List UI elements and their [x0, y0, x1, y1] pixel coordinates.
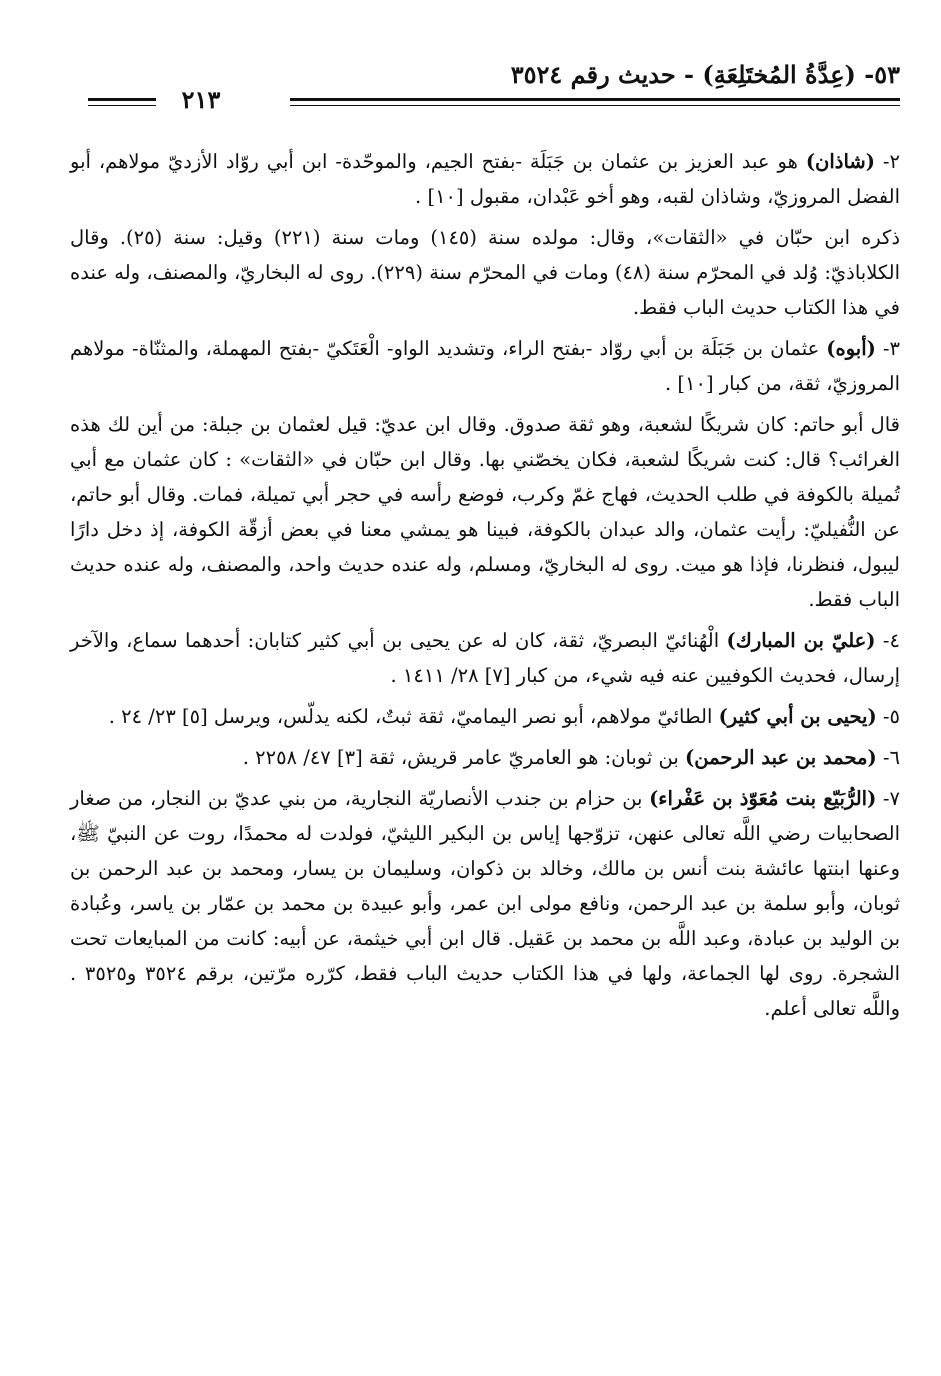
- narrator-name: (يحيى بن أبي كثير): [718, 705, 877, 728]
- entry-number: ٢-: [874, 150, 900, 173]
- entry-number: ٤-: [875, 629, 900, 652]
- entry-number: ٧-: [876, 787, 900, 810]
- paragraph-4: [70, 407, 900, 617]
- header-rule-right: [290, 98, 900, 106]
- paragraph-text: بن ثوبان: هو العامريّ عامر قريش، ثقة [٣] ٤٧/ ٢٢٥٨ .: [242, 746, 686, 769]
- paragraph-8: [70, 781, 900, 1026]
- running-title: ٥٣- (عِدَّةُ المُختَلِعَةِ) - حديث رقم ٣٥٢٤: [510, 60, 900, 89]
- narrator-name: (محمد بن عبد الرحمن): [685, 746, 877, 769]
- paragraph-text: ذكره ابن حبّان في «الثقات»، وقال: مولده سنة (١٤٥) ومات سنة (٢٢١) وقيل: سنة (٢٥). وقال الكلاباذيّ: وُلد في المحرّم سنة (٤٨) ومات في المحرّم سنة (٢٢٩). روى له البخاريّ، والمصنف، وله عنده في هذا الكتاب حديث الباب فقط.: [70, 226, 901, 319]
- paragraph-text: هو عبد العزيز بن عثمان بن جَبَلَة -بفتح الجيم، والموحّدة- ابن أبي روّاد الأزديّ مولاهم، أبو الفضل المروزيّ، وشاذان لقبه، وهو أخو عَبْدان، مقبول [١٠] .: [70, 150, 900, 208]
- book-page: [70, 54, 900, 1032]
- entry-number: ٥-: [876, 705, 900, 728]
- narrator-name: (أبوه): [826, 337, 876, 360]
- paragraph-5: [70, 623, 900, 693]
- paragraph-text: الْهُنائيّ البصريّ، ثقة، كان له عن يحيى بن أبي كثير كتابان: أحدهما سماع، والآخر إرسال، فحديث الكوفيين عنه فيه شيء، من كبار [٧] ٢٨/ ١٤١١ .: [70, 629, 900, 687]
- narrator-name: (الرُّبَيّع بنت مُعَوّذ بن عَفْراء): [649, 787, 877, 810]
- paragraph-7: [70, 740, 900, 775]
- body-text: [70, 144, 900, 1026]
- paragraph-6: [70, 699, 900, 734]
- paragraph-text: بن حزام بن جندب الأنصاريّة النجارية، من بني عديّ بن النجار، من صغار الصحابيات رضي اللَّه تعالى عنهن، تزوّجها إياس بن البكير الليثيّ، فولدت له محمدًا، روت عن النبيّ ﷺ، وعنها ابنتها عائشة بنت أنس بن مالك، وخالد بن ذكوان، وسليمان بن يسار، ومحمد بن عبد الرحمن بن ثوبان، وأبو سلمة بن عبد الرحمن، ونافع مولى ابن عمر، وأبو عبيدة بن محمد بن عمّار بن ياسر، وعُبادة بن الوليد بن عبادة، وعبد اللَّه بن محمد بن عَقيل. قال ابن أبي خيثمة، عن أبيه: كانت من المبايعات تحت الشجرة. روى لها الجماعة، ولها في هذا الكتاب حديث الباب فقط، كرّره مرّتين، برقم ٣٥٢٤ و٣٥٢٥ . واللَّه تعالى أعلم.: [70, 787, 900, 1020]
- paragraph-text: عثمان بن جَبَلَة بن أبي روّاد -بفتح الراء، وتشديد الواو- الْعَتَكيّ -بفتح المهملة، والمثنّاة- مولاهم المروزيّ، ثقة، من كبار [١٠] .: [70, 337, 900, 395]
- entry-number: ٣-: [875, 337, 901, 360]
- paragraph-2: [70, 220, 900, 325]
- narrator-name: (شاذان): [805, 150, 875, 173]
- paragraph-text: قال أبو حاتم: كان شريكًا لشعبة، وهو ثقة صدوق. وقال ابن عديّ: قيل لعثمان بن جبلة: من أين لك هذه الغرائب؟ قال: كنت شريكًا لشعبة، فكان يخصّني بها. وقال ابن حبّان في «الثقات» : كان عثمان مع أبي تُميلة بالكوفة في طلب الحديث، فهاج غمّ وكرب، فوضع رأسه في حجر أبي تميلة، فمات. وقال أبو حاتم، عن النُّفيليّ: رأيت عثمان، والد عبدان بالكوفة، فبينا هو يمشي معنا في بعض أزقّة الكوفة، إذ دخل دارًا ليبول، فنظرنا، فإذا هو ميت. روى له البخاريّ، ومسلم، وله عنده حديث واحد، والمصنف، وله عنده حديث الباب فقط.: [70, 413, 900, 611]
- paragraph-1: [70, 144, 900, 214]
- page-header: [70, 54, 900, 114]
- header-rule-left: [88, 98, 156, 106]
- paragraph-text: الطائيّ مولاهم، أبو نصر اليماميّ، ثقة ثبتٌ، لكنه يدلّس، ويرسل [٥] ٢٣/ ٢٤ .: [108, 705, 719, 728]
- page-number: ٢١٣: [181, 85, 221, 114]
- entry-number: ٦-: [876, 746, 900, 769]
- paragraph-3: [70, 331, 900, 401]
- narrator-name: (عليّ بن المبارك): [726, 629, 876, 652]
